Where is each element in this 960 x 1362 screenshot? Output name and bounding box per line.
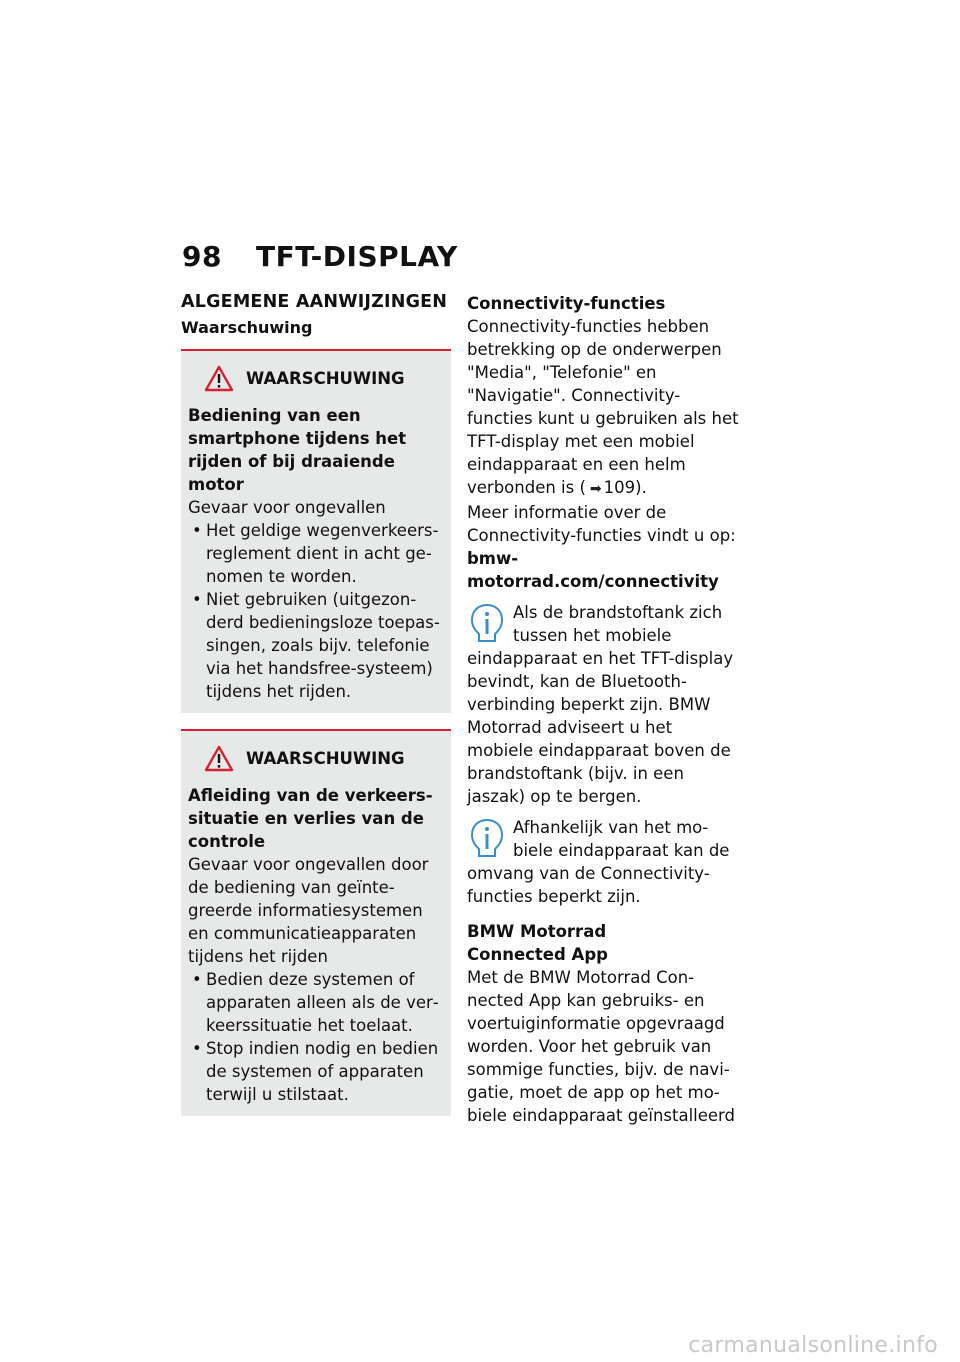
warning-header <box>188 745 444 772</box>
spacer <box>467 908 739 920</box>
info-note-2 <box>467 816 739 908</box>
warning-text: Gevaar voor ongevallen <box>188 498 386 517</box>
page-reference[interactable]: 109). <box>603 478 647 497</box>
section-title: ALGEMENE AANWIJZINGEN <box>181 292 448 312</box>
warning-label: WAARSCHUWING <box>246 749 405 768</box>
connectivity-url-link[interactable]: bmw-motorrad.com/connectivity <box>467 549 719 591</box>
list-item: • Niet gebruiken (uitgezonderd bedieningsloze toepassingen, zoals bijv. telefonie via het handsfree-systeem) tijdens het rijden. <box>188 588 444 703</box>
warning-box-1 <box>181 349 451 713</box>
chapter-title: TFT-DISPLAY <box>255 240 458 273</box>
connectivity-title: Connectivity-functies <box>467 294 666 313</box>
warning-header <box>188 365 444 392</box>
warning-text: Gevaar voor ongevallen door de bediening van geïntegreerde informatiesystemen en communicatieapparaten tijdens het rijden <box>188 855 429 966</box>
info-icon <box>469 603 505 643</box>
warning-title: Bediening van een smartphone tijdens het rijden of bij draaiende motor <box>188 406 407 494</box>
page-reference-arrow-icon: ➡ <box>589 481 602 497</box>
left-column <box>181 292 451 1132</box>
connectivity-more-info <box>467 501 739 593</box>
page-header <box>182 240 458 273</box>
list-item: • Stop indien nodig en bedien de systemen of apparaten terwijl u stilstaat. <box>188 1037 444 1106</box>
info-note-1 <box>467 601 739 808</box>
list-item: • Bedien deze systemen of apparaten alleen als de verkeerssituatie het toelaat. <box>188 968 444 1037</box>
connectivity-more-text: Meer informatie over de Connectivity-functies vindt u op: <box>467 503 736 545</box>
warning-label: WAARSCHUWING <box>246 369 405 388</box>
info-note-text: Als de brandstoftank zich tussen het mobiele eindapparaat en het TFT-display bevindt, kan de Bluetooth-verbinding beperkt zijn. BMW Motorrad adviseert u het mobiele eindapparaat boven de brandstoftank (bijv. in een jaszak) op te bergen. <box>467 603 734 806</box>
warning-title: Afleiding van de verkeerssituatie en verlies van de controle <box>188 786 433 851</box>
page-number: 98 <box>182 240 222 273</box>
app-title-line1: BMW Motorrad <box>467 922 607 941</box>
warning-bullets <box>188 968 444 1106</box>
warning-triangle-icon <box>204 365 234 392</box>
subsection-title: Waarschuwing <box>181 318 313 337</box>
info-icon <box>469 818 505 858</box>
right-column <box>467 292 739 1127</box>
warning-bullets <box>188 519 444 703</box>
connectivity-text <box>467 315 739 501</box>
connectivity-text-part: Connectivity-functies hebben betrekking op de onderwerpen "Media", "Telefonie" en "Navigatie". Connectivity-functies kunt u gebruiken als het TFT-display met een mobiel eindapparaat en een helm verbonden is ( <box>467 317 739 497</box>
watermark: carmanualsonline.info <box>688 1333 938 1358</box>
info-note-text: Afhankelijk van het mobiele eindapparaat kan de omvang van de Connectivity-functies beperkt zijn. <box>467 818 730 906</box>
app-text: Met de BMW Motorrad Connected App kan gebruiks- en voertuiginformatie opgevraagd worden. Voor het gebruik van sommige functies, bijv. de navigatie, moet de app op het mobiele eindapparaat geïnstalleerd <box>467 968 736 1125</box>
app-title-line2: Connected App <box>467 945 608 964</box>
list-item: • Het geldige wegenverkeersreglement dient in acht genomen te worden. <box>188 519 444 588</box>
warning-box-2 <box>181 729 451 1116</box>
warning-triangle-icon <box>204 745 234 772</box>
